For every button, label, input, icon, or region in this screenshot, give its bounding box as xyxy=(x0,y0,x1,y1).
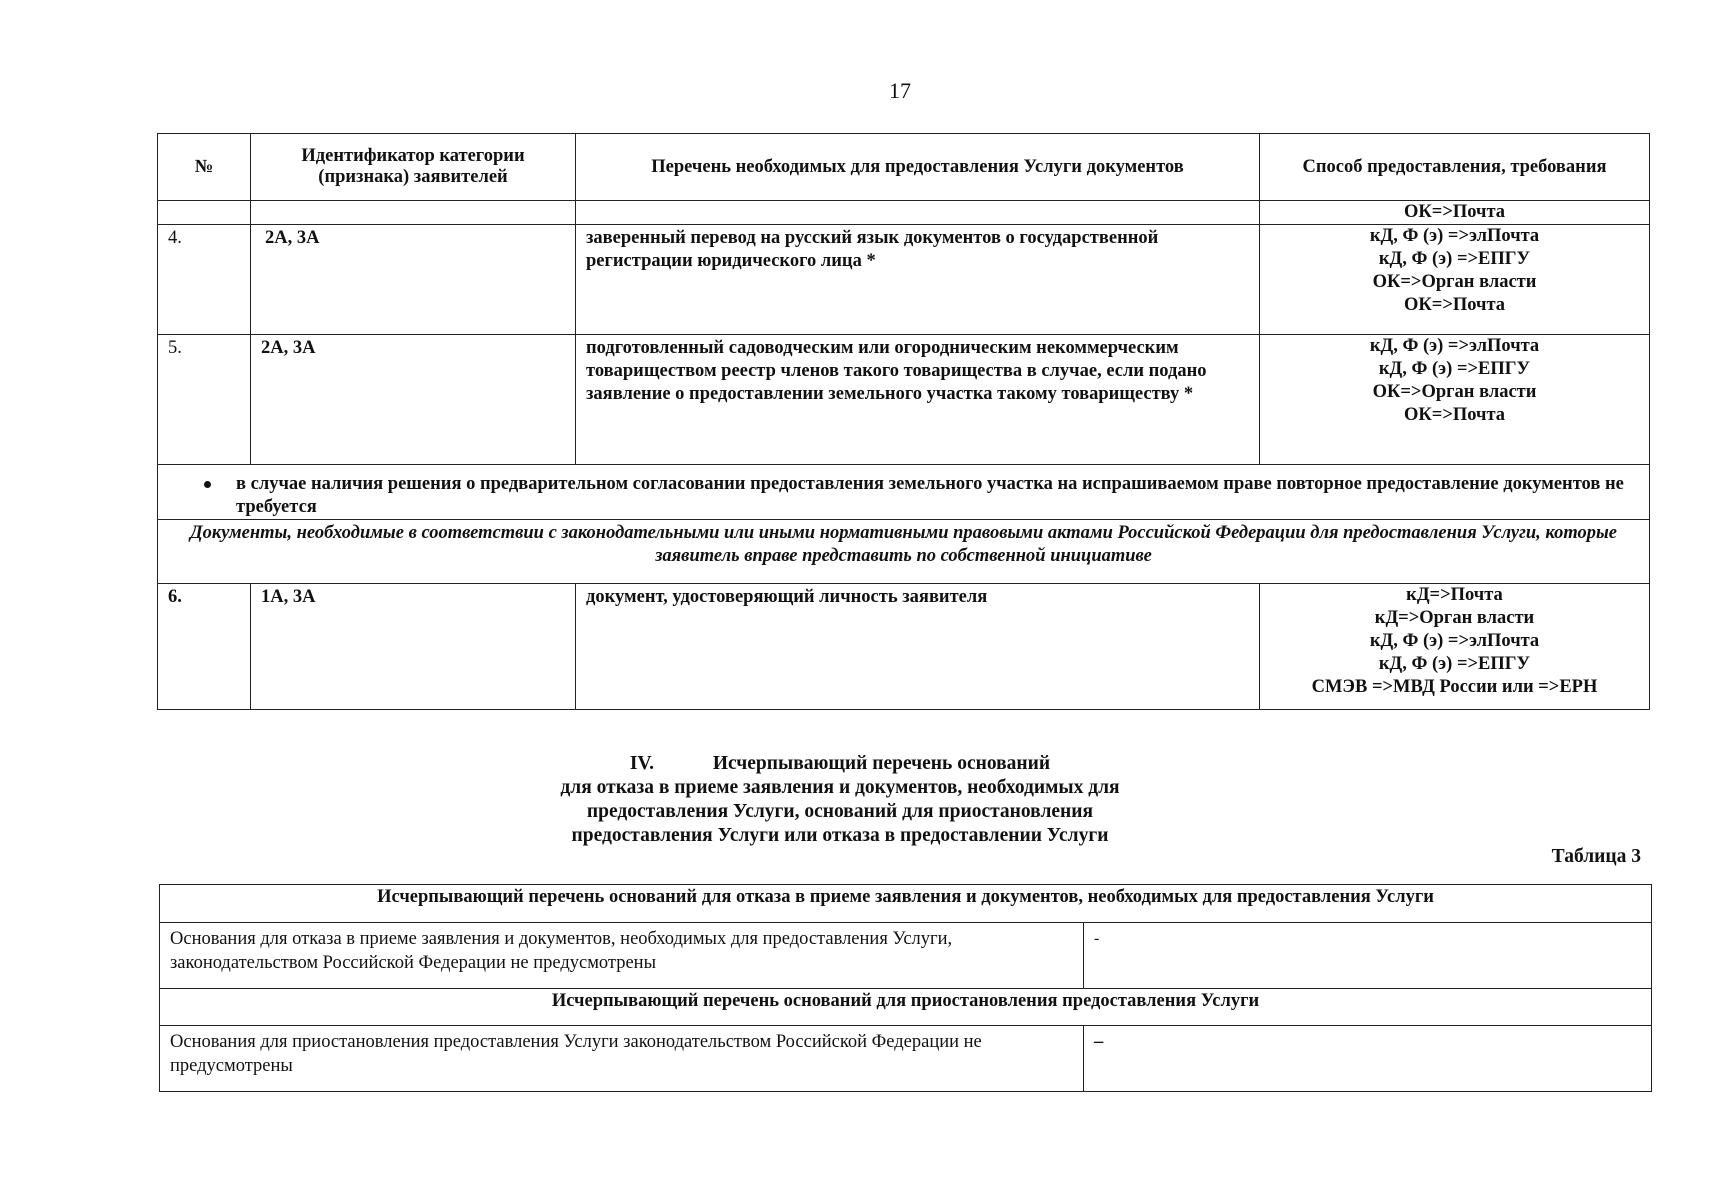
table-row xyxy=(160,989,1652,1026)
table-row xyxy=(158,520,1650,584)
section-number: IV. xyxy=(629,753,654,774)
section-title-rest: для отказа в приеме заявления и документов, необходимых для предоставления Услуги, оснований для приостановления предоставления Услуги или отказа в предоставлении Услуги xyxy=(560,777,1120,846)
grounds-header: Исчерпывающий перечень оснований для приостановления предоставления Услуги xyxy=(160,989,1652,1026)
note-cell xyxy=(158,465,1650,520)
method-line: кД, Ф (э) =>ЕПГУ xyxy=(1378,654,1531,674)
method-line: кД=>Орган власти xyxy=(1374,608,1535,628)
method-line: СМЭВ =>МВД России или =>ЕРН xyxy=(1311,677,1598,697)
row-methods xyxy=(1260,584,1650,710)
table-row xyxy=(158,584,1650,710)
table-label: Таблица 3 xyxy=(1551,846,1641,867)
grounds-table xyxy=(159,884,1652,1092)
method-line: ОК=>Орган власти xyxy=(1372,382,1537,402)
row-methods xyxy=(1260,225,1650,335)
bullet-icon xyxy=(204,481,211,488)
method-line: кД, Ф (э) =>элПочта xyxy=(1369,336,1540,356)
table-row xyxy=(158,335,1650,465)
table-row xyxy=(160,1026,1652,1092)
table-row xyxy=(158,465,1650,520)
method-line: ОК=>Почта xyxy=(1403,295,1506,315)
method-line: ОК=>Орган власти xyxy=(1372,272,1537,292)
row-num: 4. xyxy=(158,225,251,335)
section-title: Документы, необходимые в соответствии с законодательными или иными нормативными правовыми актами Российской Федерации для предоставления Услуги, которые заявитель вправе представить по собственной инициативе xyxy=(158,520,1650,584)
grounds-value: - xyxy=(1084,923,1652,989)
row-category: 2А, 3А xyxy=(251,225,576,335)
table-row xyxy=(160,923,1652,989)
section-heading xyxy=(560,752,1120,848)
method-line: кД, Ф (э) =>ЕПГУ xyxy=(1378,249,1531,269)
table-row xyxy=(158,201,1650,225)
header-num: № xyxy=(158,134,251,201)
table-row xyxy=(160,885,1652,923)
documents-table xyxy=(157,133,1650,710)
grounds-text: Основания для отказа в приеме заявления и документов, необходимых для предоставления Услуги, законодательством Российской Федерации не предусмотрены xyxy=(160,923,1084,989)
row-num: 5. xyxy=(158,335,251,465)
row-document: документ, удостоверяющий личность заявителя xyxy=(576,584,1260,710)
table-header-row xyxy=(158,134,1650,201)
header-method: Способ предоставления, требования xyxy=(1260,134,1650,201)
row-document: подготовленный садоводческим или огородническим некоммерческим товариществом реестр членов такого товарищества в случае, если подано заявление о предоставлении земельного участка такому товариществу * xyxy=(576,335,1260,465)
grounds-header: Исчерпывающий перечень оснований для отказа в приеме заявления и документов, необходимых для предоставления Услуги xyxy=(160,885,1652,923)
row-document: заверенный перевод на русский язык документов о государственной регистрации юридического лица * xyxy=(576,225,1260,335)
header-documents: Перечень необходимых для предоставления Услуги документов xyxy=(576,134,1260,201)
table-row xyxy=(158,225,1650,335)
row-num: 6. xyxy=(158,584,251,710)
section-title-line1: Исчерпывающий перечень оснований xyxy=(712,753,1051,774)
row-category: 2А, 3А xyxy=(251,335,576,465)
grounds-value: – xyxy=(1084,1026,1652,1092)
continuation-method: ОК=>Почта xyxy=(1260,201,1650,225)
method-line: кД=>Почта xyxy=(1406,585,1503,605)
page-number: 17 xyxy=(889,78,911,103)
method-line: кД, Ф (э) =>элПочта xyxy=(1369,226,1540,246)
method-line: ОК=>Почта xyxy=(1403,405,1506,425)
grounds-text: Основания для приостановления предоставления Услуги законодательством Российской Федерации не предусмотрены xyxy=(160,1026,1084,1092)
row-methods xyxy=(1260,335,1650,465)
header-category: Идентификатор категории (признака) заявителей xyxy=(251,134,576,201)
method-line: кД, Ф (э) =>ЕПГУ xyxy=(1378,359,1531,379)
note-text: в случае наличия решения о предварительном согласовании предоставления земельного участка на испрашиваемом праве повторное предоставление документов не требуется xyxy=(236,474,1624,517)
method-line: кД, Ф (э) =>элПочта xyxy=(1369,631,1540,651)
row-category: 1А, 3А xyxy=(251,584,576,710)
